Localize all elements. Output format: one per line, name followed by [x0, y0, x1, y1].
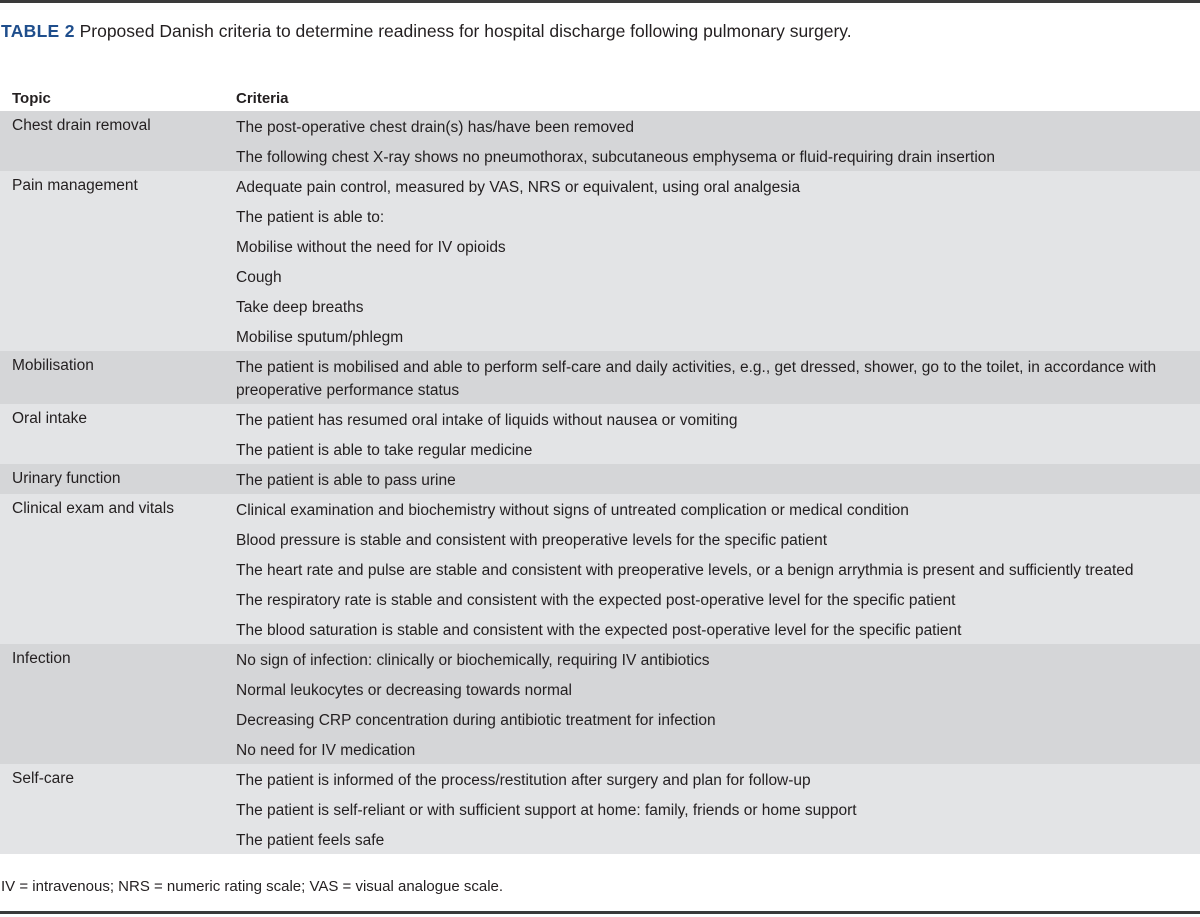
criteria-item: The patient has resumed oral intake of liquids without nausea or vomiting	[236, 412, 738, 429]
topic-cell: Chest drain removal	[12, 117, 151, 134]
table-body	[0, 111, 1200, 854]
criteria-item: Take deep breaths	[236, 299, 364, 316]
table-row-group	[0, 111, 1200, 171]
header-criteria: Criteria	[236, 89, 289, 107]
criteria-cell	[224, 764, 1200, 854]
criteria-item: The post-operative chest drain(s) has/have been removed	[236, 119, 635, 136]
topic-cell: Mobilisation	[12, 357, 94, 374]
table-row-group	[0, 351, 1200, 404]
criteria-cell	[224, 464, 1200, 494]
topic-cell: Oral intake	[12, 410, 87, 427]
criteria-item: The blood saturation is stable and consistent with the expected post-operative level for the specific patient	[236, 622, 962, 639]
criteria-item: The patient is informed of the process/restitution after surgery and plan for follow-up	[236, 772, 811, 789]
table-row-group	[0, 494, 1200, 644]
criteria-cell	[224, 351, 1200, 404]
criteria-table	[0, 85, 1200, 854]
criteria-cell	[224, 111, 1200, 171]
topic-cell: Pain management	[12, 177, 138, 194]
criteria-item: No sign of infection: clinically or biochemically, requiring IV antibiotics	[236, 652, 710, 669]
criteria-item: The patient is self-reliant or with sufficient support at home: family, friends or home support	[236, 802, 857, 819]
topic-cell: Urinary function	[12, 470, 121, 487]
table-row-group	[0, 464, 1200, 494]
table-row-group	[0, 764, 1200, 854]
criteria-item: Mobilise sputum/phlegm	[236, 329, 404, 346]
criteria-item: The respiratory rate is stable and consistent with the expected post-operative level for the specific patient	[236, 592, 956, 609]
table-caption	[1, 19, 861, 44]
bottom-rule	[0, 911, 1200, 914]
criteria-item: Blood pressure is stable and consistent with preoperative levels for the specific patient	[236, 532, 828, 549]
header-topic: Topic	[12, 89, 51, 107]
criteria-item: Adequate pain control, measured by VAS, NRS or equivalent, using oral analgesia	[236, 179, 801, 196]
criteria-item: Clinical examination and biochemistry without signs of untreated complication or medical condition	[236, 502, 909, 519]
criteria-cell	[224, 171, 1200, 351]
criteria-item: The patient feels safe	[236, 832, 385, 849]
criteria-cell	[224, 494, 1200, 644]
criteria-item: The patient is mobilised and able to perform self-care and daily activities, e.g., get dressed, shower, go to the toilet, in accordance with preoperative performance status	[236, 359, 1157, 399]
table-header-row	[0, 85, 1200, 111]
criteria-item: The patient is able to:	[236, 209, 385, 226]
criteria-item: No need for IV medication	[236, 742, 416, 759]
criteria-item: The following chest X-ray shows no pneumothorax, subcutaneous emphysema or fluid-requiring drain insertion	[236, 149, 996, 166]
criteria-item: Mobilise without the need for IV opioids	[236, 239, 506, 256]
topic-cell: Infection	[12, 650, 71, 667]
table-row-group	[0, 171, 1200, 351]
criteria-cell	[224, 644, 1200, 764]
table-row-group	[0, 404, 1200, 464]
topic-cell: Clinical exam and vitals	[12, 500, 174, 517]
criteria-cell	[224, 404, 1200, 464]
criteria-item: Decreasing CRP concentration during antibiotic treatment for infection	[236, 712, 716, 729]
criteria-item: The patient is able to take regular medicine	[236, 442, 533, 459]
table-title: Proposed Danish criteria to determine readiness for hospital discharge following pulmonary surgery.	[74, 21, 852, 41]
table-row-group	[0, 644, 1200, 764]
table-label: TABLE 2	[1, 21, 75, 41]
top-rule	[0, 0, 1200, 3]
table-footnote: IV = intravenous; NRS = numeric rating scale; VAS = visual analogue scale.	[1, 878, 504, 895]
criteria-item: Normal leukocytes or decreasing towards normal	[236, 682, 572, 699]
criteria-item: Cough	[236, 269, 282, 286]
topic-cell: Self-care	[12, 770, 75, 787]
criteria-item: The patient is able to pass urine	[236, 472, 456, 489]
criteria-item: The heart rate and pulse are stable and consistent with preoperative levels, or a benign arrythmia is present and sufficiently treated	[236, 562, 1134, 579]
